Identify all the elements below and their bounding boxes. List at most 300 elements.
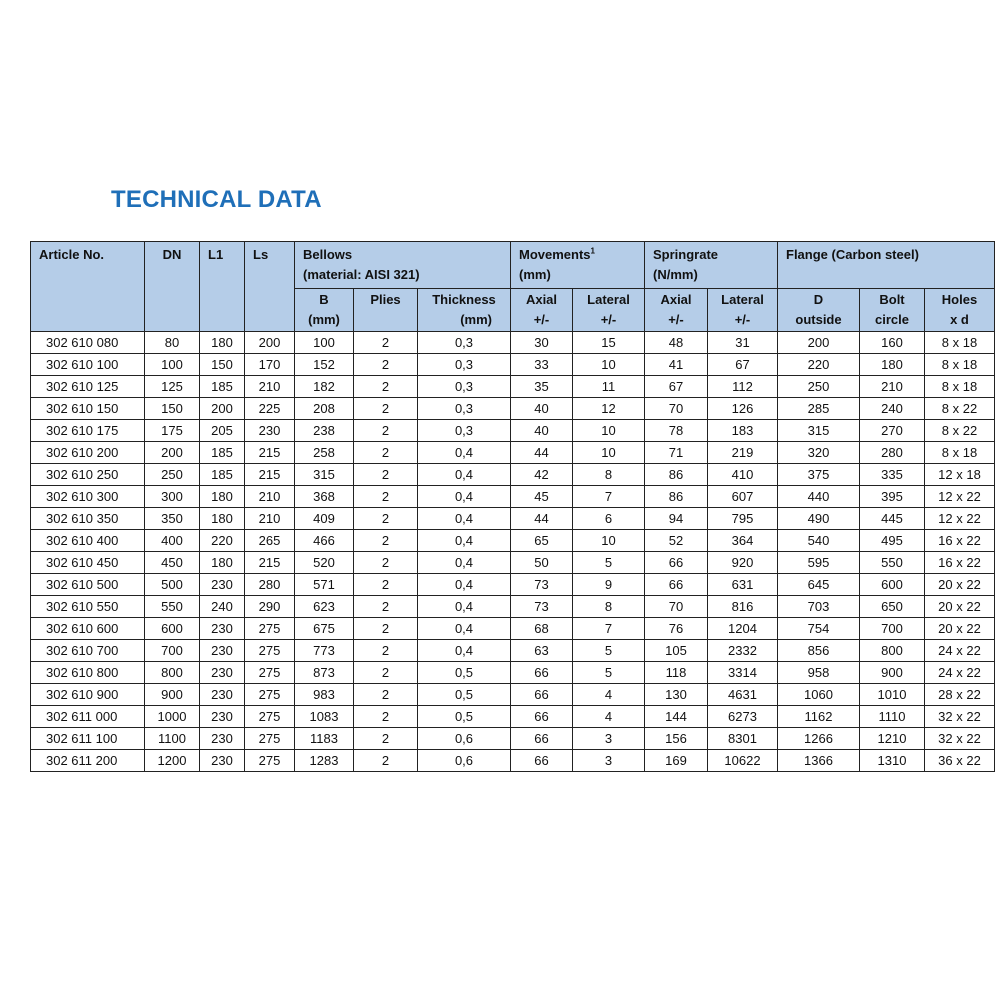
bolt-circle-cell: 1310 [860, 750, 925, 772]
ls-cell: 275 [245, 662, 295, 684]
bellows-b-cell: 571 [295, 574, 354, 596]
l1-cell: 230 [200, 618, 245, 640]
holes-cell: 20 x 22 [925, 574, 995, 596]
article-no-cell: 302 610 350 [31, 508, 145, 530]
holes-cell: 16 x 22 [925, 530, 995, 552]
plies-cell: 2 [354, 508, 418, 530]
article-no-cell: 302 610 900 [31, 684, 145, 706]
movement-lateral-cell: 3 [573, 750, 645, 772]
thickness-cell: 0,3 [418, 376, 511, 398]
l1-cell: 230 [200, 706, 245, 728]
table-header [31, 242, 995, 332]
thickness-cell: 0,4 [418, 596, 511, 618]
bolt-circle-cell: 800 [860, 640, 925, 662]
bolt-circle-cell: 495 [860, 530, 925, 552]
table-row [31, 508, 995, 530]
dn-cell: 700 [145, 640, 200, 662]
flange-d-cell: 1162 [778, 706, 860, 728]
l1-cell: 230 [200, 574, 245, 596]
movement-axial-cell: 66 [511, 706, 573, 728]
bolt-circle-cell: 550 [860, 552, 925, 574]
article-no-cell: 302 610 175 [31, 420, 145, 442]
plies-cell: 2 [354, 574, 418, 596]
header-springrate-title: Springrate [653, 247, 719, 262]
movement-lateral-cell: 8 [573, 596, 645, 618]
l1-cell: 185 [200, 442, 245, 464]
springrate-axial-cell: 94 [645, 508, 708, 530]
movement-lateral-cell: 7 [573, 618, 645, 640]
thickness-cell: 0,3 [418, 332, 511, 354]
article-no-cell: 302 611 200 [31, 750, 145, 772]
header-bolt-circle: Bolt circle [860, 289, 925, 332]
header-article-no: Article No. [31, 242, 145, 332]
dn-cell: 1100 [145, 728, 200, 750]
flange-d-cell: 856 [778, 640, 860, 662]
holes-cell: 20 x 22 [925, 596, 995, 618]
movement-axial-cell: 63 [511, 640, 573, 662]
dn-cell: 175 [145, 420, 200, 442]
header-dn: DN [145, 242, 200, 332]
article-no-cell: 302 610 200 [31, 442, 145, 464]
plies-cell: 2 [354, 618, 418, 640]
movement-lateral-cell: 12 [573, 398, 645, 420]
header-springrate-lateral: Lateral +/- [708, 289, 778, 332]
table-row [31, 464, 995, 486]
plies-cell: 2 [354, 706, 418, 728]
bellows-b-cell: 983 [295, 684, 354, 706]
springrate-axial-cell: 52 [645, 530, 708, 552]
thickness-cell: 0,4 [418, 618, 511, 640]
springrate-lateral-cell: 3314 [708, 662, 778, 684]
movement-lateral-cell: 5 [573, 662, 645, 684]
springrate-axial-cell: 86 [645, 486, 708, 508]
springrate-lateral-cell: 31 [708, 332, 778, 354]
plies-cell: 2 [354, 464, 418, 486]
springrate-axial-cell: 130 [645, 684, 708, 706]
bolt-circle-cell: 1110 [860, 706, 925, 728]
movement-lateral-cell: 8 [573, 464, 645, 486]
ls-cell: 210 [245, 486, 295, 508]
springrate-axial-cell: 78 [645, 420, 708, 442]
dn-cell: 150 [145, 398, 200, 420]
plies-cell: 2 [354, 640, 418, 662]
springrate-axial-cell: 156 [645, 728, 708, 750]
article-no-cell: 302 610 125 [31, 376, 145, 398]
bolt-circle-cell: 240 [860, 398, 925, 420]
article-no-cell: 302 610 700 [31, 640, 145, 662]
movement-axial-cell: 33 [511, 354, 573, 376]
bellows-b-cell: 100 [295, 332, 354, 354]
header-movements-unit: (mm) [519, 267, 551, 282]
movement-lateral-cell: 3 [573, 728, 645, 750]
springrate-lateral-cell: 8301 [708, 728, 778, 750]
movement-lateral-cell: 4 [573, 684, 645, 706]
article-no-cell: 302 610 250 [31, 464, 145, 486]
flange-d-cell: 285 [778, 398, 860, 420]
springrate-axial-cell: 169 [645, 750, 708, 772]
table-row [31, 728, 995, 750]
thickness-cell: 0,3 [418, 420, 511, 442]
l1-cell: 230 [200, 640, 245, 662]
movement-lateral-cell: 9 [573, 574, 645, 596]
header-l1: L1 [200, 242, 245, 332]
ls-cell: 210 [245, 508, 295, 530]
table-row [31, 398, 995, 420]
movement-axial-cell: 65 [511, 530, 573, 552]
movement-axial-cell: 45 [511, 486, 573, 508]
header-movement-axial: Axial +/- [511, 289, 573, 332]
bellows-b-cell: 409 [295, 508, 354, 530]
springrate-lateral-cell: 816 [708, 596, 778, 618]
thickness-cell: 0,5 [418, 662, 511, 684]
header-bellows-title: Bellows [303, 247, 353, 262]
thickness-cell: 0,4 [418, 530, 511, 552]
article-no-cell: 302 610 500 [31, 574, 145, 596]
header-bellows-material: (material: AISI 321) [303, 267, 420, 282]
movement-axial-cell: 66 [511, 750, 573, 772]
l1-cell: 150 [200, 354, 245, 376]
springrate-lateral-cell: 2332 [708, 640, 778, 662]
springrate-lateral-cell: 183 [708, 420, 778, 442]
bolt-circle-cell: 160 [860, 332, 925, 354]
springrate-axial-cell: 48 [645, 332, 708, 354]
holes-cell: 8 x 18 [925, 354, 995, 376]
movement-lateral-cell: 4 [573, 706, 645, 728]
flange-d-cell: 540 [778, 530, 860, 552]
movement-lateral-cell: 10 [573, 442, 645, 464]
movement-axial-cell: 66 [511, 662, 573, 684]
article-no-cell: 302 610 600 [31, 618, 145, 640]
dn-cell: 800 [145, 662, 200, 684]
table-row [31, 596, 995, 618]
bolt-circle-cell: 1210 [860, 728, 925, 750]
bellows-b-cell: 152 [295, 354, 354, 376]
article-no-cell: 302 610 450 [31, 552, 145, 574]
bellows-b-cell: 238 [295, 420, 354, 442]
bellows-b-cell: 368 [295, 486, 354, 508]
l1-cell: 230 [200, 684, 245, 706]
movement-lateral-cell: 7 [573, 486, 645, 508]
springrate-axial-cell: 118 [645, 662, 708, 684]
header-flange-group [778, 242, 995, 289]
flange-d-cell: 490 [778, 508, 860, 530]
bolt-circle-cell: 650 [860, 596, 925, 618]
movement-lateral-cell: 6 [573, 508, 645, 530]
article-no-cell: 302 610 800 [31, 662, 145, 684]
article-no-cell: 302 611 100 [31, 728, 145, 750]
header-b: B (mm) [295, 289, 354, 332]
dn-cell: 400 [145, 530, 200, 552]
movement-lateral-cell: 10 [573, 420, 645, 442]
holes-cell: 8 x 18 [925, 332, 995, 354]
header-holes: Holes x d [925, 289, 995, 332]
bellows-b-cell: 315 [295, 464, 354, 486]
footnote-marker: 1 [590, 246, 595, 256]
movement-axial-cell: 44 [511, 508, 573, 530]
ls-cell: 170 [245, 354, 295, 376]
bolt-circle-cell: 700 [860, 618, 925, 640]
ls-cell: 275 [245, 728, 295, 750]
bellows-b-cell: 466 [295, 530, 354, 552]
springrate-lateral-cell: 6273 [708, 706, 778, 728]
l1-cell: 230 [200, 662, 245, 684]
plies-cell: 2 [354, 486, 418, 508]
table-row [31, 574, 995, 596]
l1-cell: 230 [200, 750, 245, 772]
holes-cell: 12 x 18 [925, 464, 995, 486]
holes-cell: 20 x 22 [925, 618, 995, 640]
bellows-b-cell: 520 [295, 552, 354, 574]
ls-cell: 265 [245, 530, 295, 552]
bellows-b-cell: 675 [295, 618, 354, 640]
bellows-b-cell: 1283 [295, 750, 354, 772]
table-row [31, 442, 995, 464]
plies-cell: 2 [354, 376, 418, 398]
flange-d-cell: 1366 [778, 750, 860, 772]
l1-cell: 220 [200, 530, 245, 552]
movement-axial-cell: 30 [511, 332, 573, 354]
l1-cell: 180 [200, 508, 245, 530]
ls-cell: 290 [245, 596, 295, 618]
flange-d-cell: 375 [778, 464, 860, 486]
plies-cell: 2 [354, 684, 418, 706]
flange-d-cell: 1266 [778, 728, 860, 750]
bolt-circle-cell: 180 [860, 354, 925, 376]
thickness-cell: 0,4 [418, 486, 511, 508]
header-springrate-group [645, 242, 778, 289]
movement-axial-cell: 73 [511, 596, 573, 618]
article-no-cell: 302 610 100 [31, 354, 145, 376]
ls-cell: 275 [245, 684, 295, 706]
springrate-lateral-cell: 10622 [708, 750, 778, 772]
bellows-b-cell: 1083 [295, 706, 354, 728]
table-row [31, 376, 995, 398]
springrate-lateral-cell: 607 [708, 486, 778, 508]
springrate-lateral-cell: 4631 [708, 684, 778, 706]
holes-cell: 8 x 18 [925, 376, 995, 398]
plies-cell: 2 [354, 530, 418, 552]
bellows-b-cell: 258 [295, 442, 354, 464]
dn-cell: 250 [145, 464, 200, 486]
holes-cell: 16 x 22 [925, 552, 995, 574]
bellows-b-cell: 208 [295, 398, 354, 420]
thickness-cell: 0,6 [418, 728, 511, 750]
dn-cell: 80 [145, 332, 200, 354]
movement-axial-cell: 35 [511, 376, 573, 398]
springrate-lateral-cell: 1204 [708, 618, 778, 640]
l1-cell: 185 [200, 464, 245, 486]
table-row [31, 530, 995, 552]
ls-cell: 210 [245, 376, 295, 398]
springrate-axial-cell: 105 [645, 640, 708, 662]
movement-axial-cell: 66 [511, 684, 573, 706]
bolt-circle-cell: 445 [860, 508, 925, 530]
l1-cell: 180 [200, 486, 245, 508]
l1-cell: 200 [200, 398, 245, 420]
ls-cell: 275 [245, 640, 295, 662]
l1-cell: 180 [200, 332, 245, 354]
table-row [31, 684, 995, 706]
thickness-cell: 0,3 [418, 398, 511, 420]
plies-cell: 2 [354, 728, 418, 750]
flange-d-cell: 250 [778, 376, 860, 398]
thickness-cell: 0,4 [418, 442, 511, 464]
article-no-cell: 302 610 080 [31, 332, 145, 354]
dn-cell: 200 [145, 442, 200, 464]
header-row-main [31, 242, 995, 289]
holes-cell: 24 x 22 [925, 640, 995, 662]
l1-cell: 205 [200, 420, 245, 442]
bellows-b-cell: 182 [295, 376, 354, 398]
header-bellows-group [295, 242, 511, 289]
header-flange-title: Flange (Carbon steel) [786, 247, 919, 262]
thickness-cell: 0,4 [418, 574, 511, 596]
ls-cell: 215 [245, 442, 295, 464]
dn-cell: 900 [145, 684, 200, 706]
thickness-cell: 0,6 [418, 750, 511, 772]
springrate-lateral-cell: 67 [708, 354, 778, 376]
bellows-b-cell: 623 [295, 596, 354, 618]
holes-cell: 8 x 22 [925, 420, 995, 442]
bolt-circle-cell: 1010 [860, 684, 925, 706]
flange-d-cell: 440 [778, 486, 860, 508]
table-row [31, 750, 995, 772]
table-body [31, 332, 995, 772]
page-title: TECHNICAL DATA [111, 186, 322, 213]
springrate-axial-cell: 41 [645, 354, 708, 376]
dn-cell: 300 [145, 486, 200, 508]
holes-cell: 36 x 22 [925, 750, 995, 772]
springrate-axial-cell: 66 [645, 574, 708, 596]
l1-cell: 230 [200, 728, 245, 750]
l1-cell: 180 [200, 552, 245, 574]
thickness-cell: 0,5 [418, 706, 511, 728]
technical-data-table [30, 241, 995, 772]
dn-cell: 550 [145, 596, 200, 618]
ls-cell: 215 [245, 552, 295, 574]
holes-cell: 8 x 22 [925, 398, 995, 420]
ls-cell: 275 [245, 618, 295, 640]
springrate-lateral-cell: 631 [708, 574, 778, 596]
movement-lateral-cell: 5 [573, 552, 645, 574]
article-no-cell: 302 610 550 [31, 596, 145, 618]
thickness-cell: 0,3 [418, 354, 511, 376]
springrate-lateral-cell: 126 [708, 398, 778, 420]
flange-d-cell: 595 [778, 552, 860, 574]
header-movements-title: Movements$^1$ [519, 246, 595, 262]
header-springrate-axial: Axial +/- [645, 289, 708, 332]
ls-cell: 230 [245, 420, 295, 442]
springrate-lateral-cell: 364 [708, 530, 778, 552]
thickness-cell: 0,5 [418, 684, 511, 706]
flange-d-cell: 220 [778, 354, 860, 376]
dn-cell: 100 [145, 354, 200, 376]
header-movements-group [511, 242, 645, 289]
flange-d-cell: 200 [778, 332, 860, 354]
flange-d-cell: 703 [778, 596, 860, 618]
flange-d-cell: 315 [778, 420, 860, 442]
table-row [31, 706, 995, 728]
springrate-axial-cell: 67 [645, 376, 708, 398]
table-row [31, 486, 995, 508]
plies-cell: 2 [354, 750, 418, 772]
movement-axial-cell: 68 [511, 618, 573, 640]
holes-cell: 32 x 22 [925, 728, 995, 750]
springrate-axial-cell: 71 [645, 442, 708, 464]
bolt-circle-cell: 900 [860, 662, 925, 684]
table-row [31, 618, 995, 640]
header-ls: Ls [245, 242, 295, 332]
header-thickness: Thickness (mm) [418, 289, 511, 332]
movement-lateral-cell: 11 [573, 376, 645, 398]
plies-cell: 2 [354, 662, 418, 684]
springrate-axial-cell: 70 [645, 596, 708, 618]
bolt-circle-cell: 600 [860, 574, 925, 596]
header-springrate-unit: (N/mm) [653, 267, 698, 282]
dn-cell: 600 [145, 618, 200, 640]
holes-cell: 28 x 22 [925, 684, 995, 706]
plies-cell: 2 [354, 332, 418, 354]
table-row [31, 332, 995, 354]
movement-axial-cell: 66 [511, 728, 573, 750]
springrate-lateral-cell: 219 [708, 442, 778, 464]
holes-cell: 12 x 22 [925, 486, 995, 508]
movement-axial-cell: 73 [511, 574, 573, 596]
springrate-axial-cell: 144 [645, 706, 708, 728]
dn-cell: 500 [145, 574, 200, 596]
bolt-circle-cell: 335 [860, 464, 925, 486]
plies-cell: 2 [354, 552, 418, 574]
l1-cell: 240 [200, 596, 245, 618]
bellows-b-cell: 1183 [295, 728, 354, 750]
ls-cell: 225 [245, 398, 295, 420]
movement-lateral-cell: 15 [573, 332, 645, 354]
springrate-lateral-cell: 112 [708, 376, 778, 398]
springrate-lateral-cell: 410 [708, 464, 778, 486]
thickness-cell: 0,4 [418, 464, 511, 486]
dn-cell: 450 [145, 552, 200, 574]
plies-cell: 2 [354, 398, 418, 420]
table-row [31, 640, 995, 662]
springrate-axial-cell: 66 [645, 552, 708, 574]
springrate-axial-cell: 86 [645, 464, 708, 486]
article-no-cell: 302 610 400 [31, 530, 145, 552]
plies-cell: 2 [354, 354, 418, 376]
thickness-cell: 0,4 [418, 552, 511, 574]
table-row [31, 420, 995, 442]
movement-lateral-cell: 10 [573, 530, 645, 552]
plies-cell: 2 [354, 596, 418, 618]
flange-d-cell: 958 [778, 662, 860, 684]
bolt-circle-cell: 280 [860, 442, 925, 464]
holes-cell: 32 x 22 [925, 706, 995, 728]
l1-cell: 185 [200, 376, 245, 398]
flange-d-cell: 320 [778, 442, 860, 464]
bellows-b-cell: 773 [295, 640, 354, 662]
table-row [31, 662, 995, 684]
bolt-circle-cell: 395 [860, 486, 925, 508]
header-d-outside: D outside [778, 289, 860, 332]
plies-cell: 2 [354, 442, 418, 464]
springrate-axial-cell: 76 [645, 618, 708, 640]
dn-cell: 1000 [145, 706, 200, 728]
thickness-cell: 0,4 [418, 508, 511, 530]
movement-axial-cell: 40 [511, 420, 573, 442]
table-row [31, 552, 995, 574]
movement-axial-cell: 50 [511, 552, 573, 574]
flange-d-cell: 645 [778, 574, 860, 596]
holes-cell: 24 x 22 [925, 662, 995, 684]
